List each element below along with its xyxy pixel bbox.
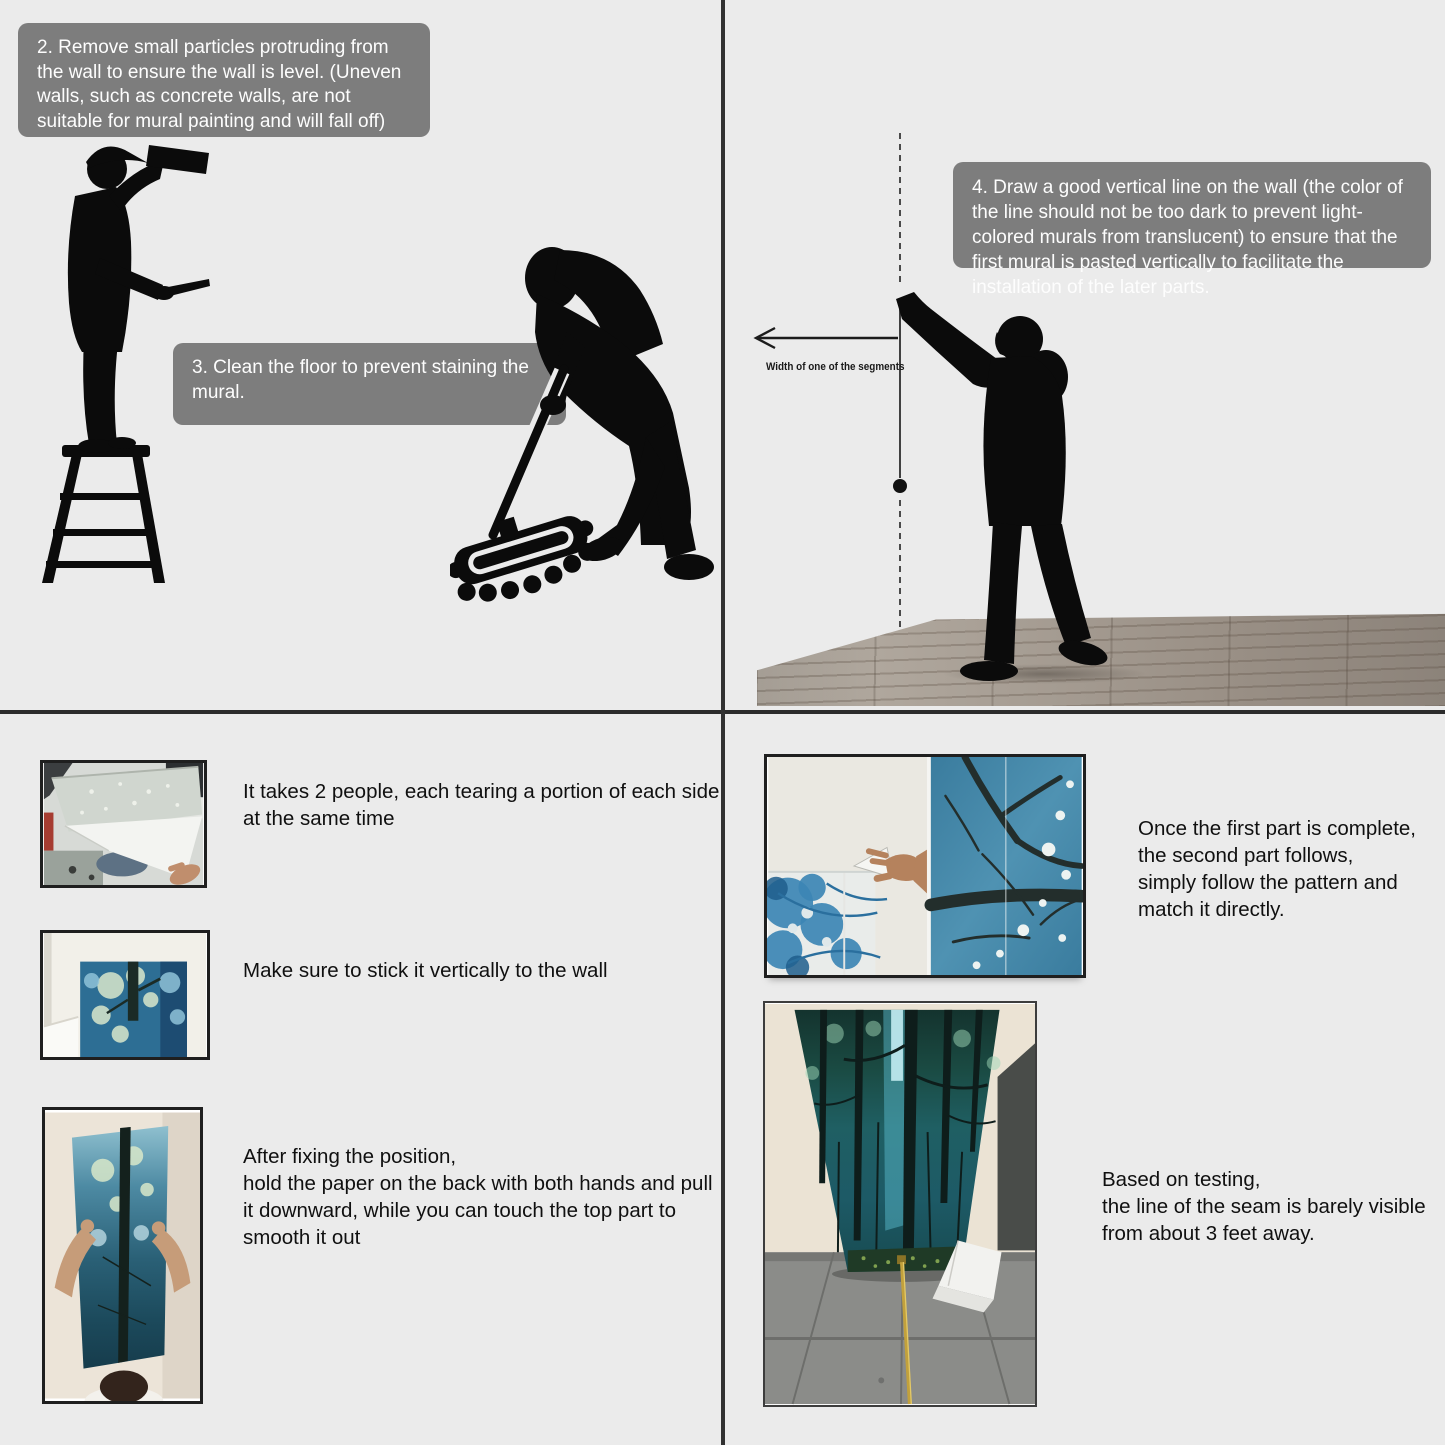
photo-stick-vertically xyxy=(40,930,210,1060)
caption-fixing: After fixing the position, hold the paper on the back with both hands and pull it downward, while you can touch the top part to smooth it out xyxy=(243,1145,713,1249)
step-4-callout xyxy=(953,162,1431,298)
left-arrow-icon xyxy=(756,328,898,348)
step-4-text: 4. Draw a good vertical line on the wall (the color of the line should not be too dark to prevent light-colored murals from translucent) to ensure that the first mural is pasted vertically to facilitate the installation of the later parts. xyxy=(972,177,1403,298)
caption-second-part: Once the first part is complete, the second part follows, simply follow the pattern and match it directly. xyxy=(1138,817,1417,921)
step-2-callout xyxy=(18,23,430,137)
caption-vertical: Make sure to stick it vertically to the wall xyxy=(243,959,608,982)
photo-holding-panel xyxy=(42,1107,203,1404)
caption-seam: Based on testing, the line of the seam is barely visible from about 3 feet away. xyxy=(1102,1168,1426,1245)
man-reaching-silhouette-icon xyxy=(893,292,1135,690)
photo-seam-test xyxy=(763,1001,1037,1407)
vertical-divider xyxy=(721,0,725,1445)
photo-tearing-backing xyxy=(40,760,207,888)
step-2-text: 2. Remove small particles protruding from the wall to ensure the wall is level. (Uneven walls, such as concrete walls, are not suitable for mural painting and will fall off) xyxy=(37,37,402,132)
step-3-text: 3. Clean the floor to prevent staining the mural. xyxy=(192,357,529,403)
man-mopping-silhouette-icon xyxy=(450,232,718,604)
photo-pattern-match xyxy=(764,754,1086,978)
caption-tearing: It takes 2 people, each tearing a portion of each side at the same time xyxy=(243,780,720,830)
segment-width-label: Width of one of the segments xyxy=(766,361,905,373)
plumb-line-diagram xyxy=(745,120,915,680)
